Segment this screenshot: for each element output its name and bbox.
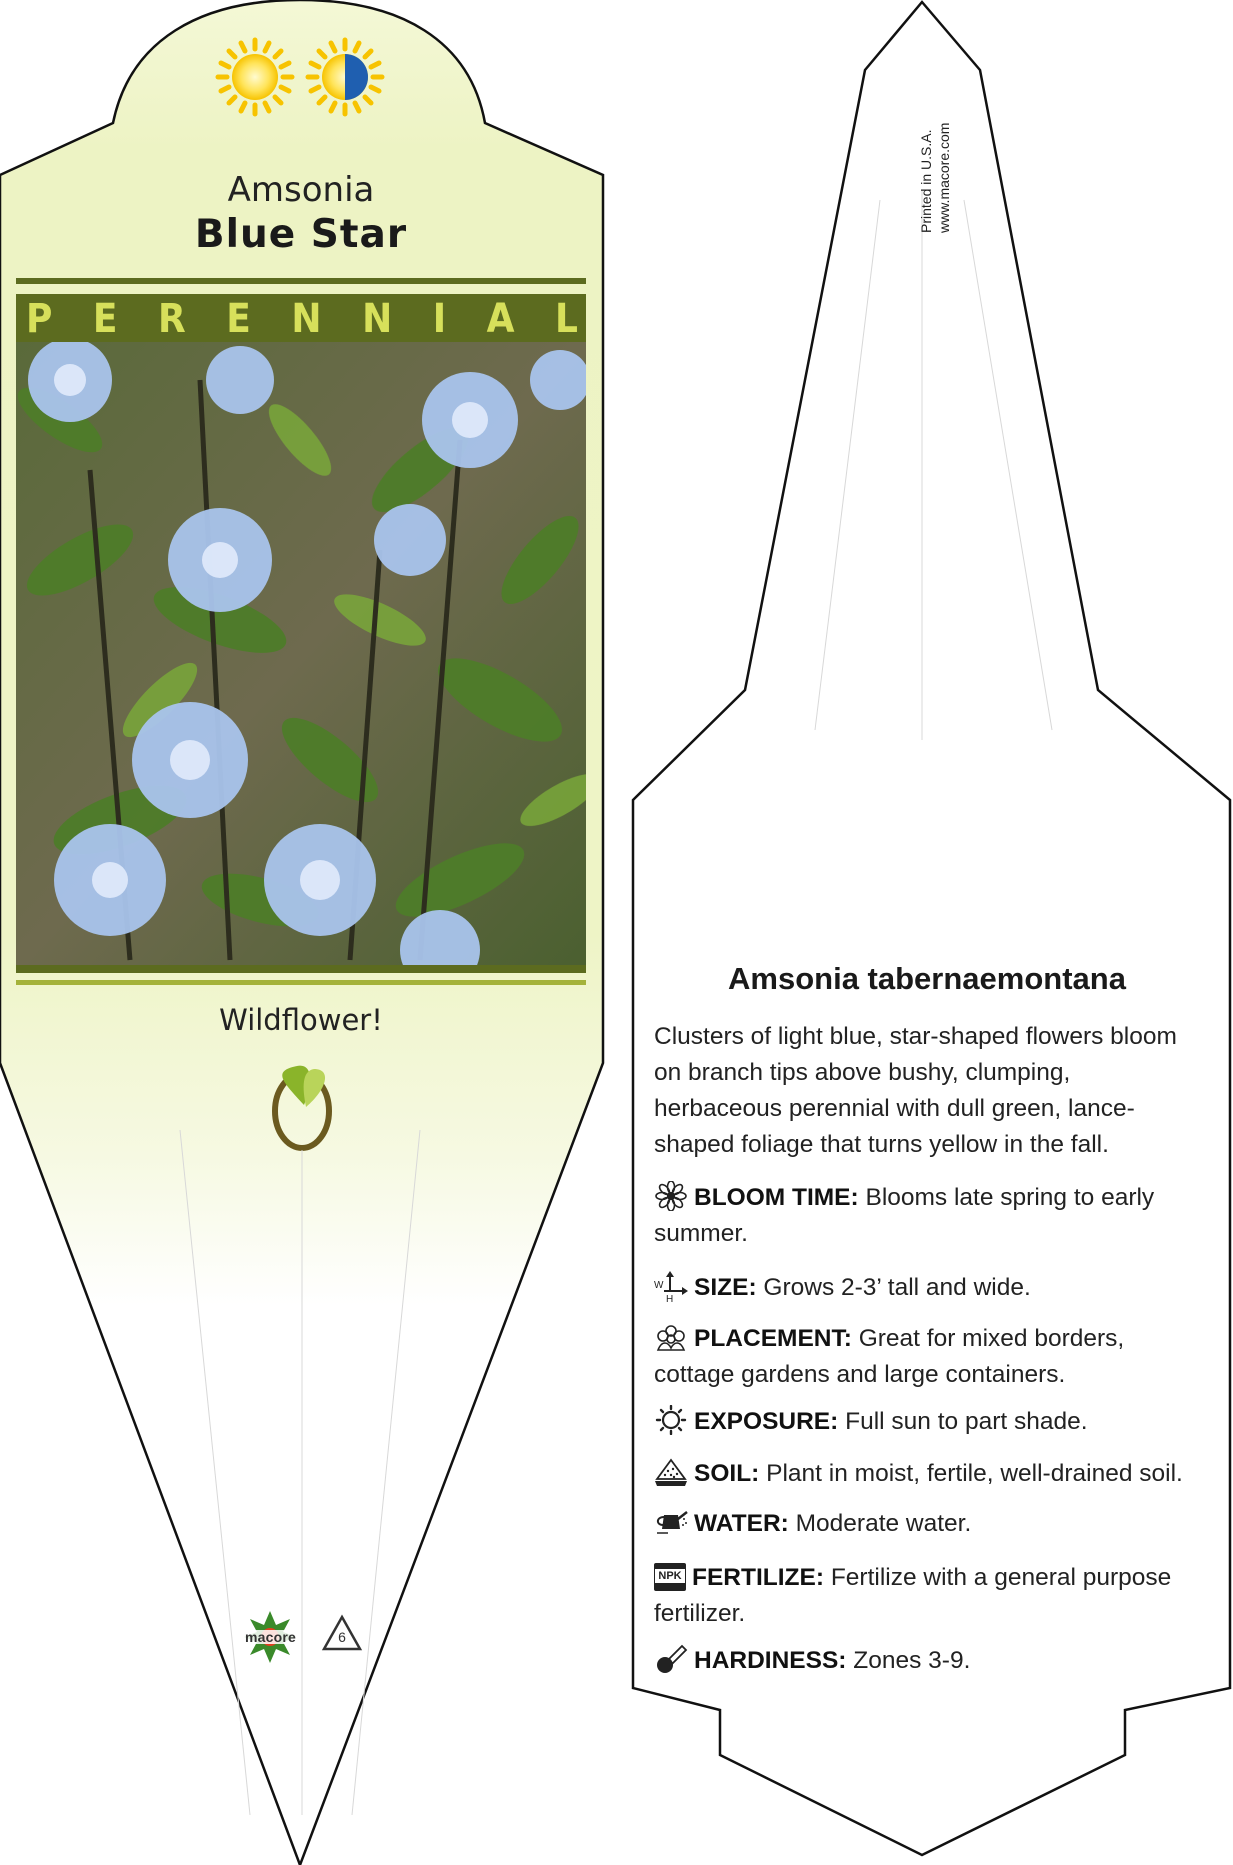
thermometer-icon [654,1644,688,1674]
sun-icon [654,1405,688,1435]
category-letter: N [362,296,393,342]
attribute-text: Plant in moist, fertile, well-drained soil. [759,1460,1183,1487]
photo-bottom-band [16,965,586,973]
category-letter: L [555,296,578,342]
soil-icon [654,1457,688,1487]
full-sun-icon [218,40,292,114]
perennial-band-top-line [16,278,586,284]
size-icon [654,1271,688,1305]
attribute-text: Moderate water. [788,1510,972,1537]
attribute-text: Grows 2-3’ tall and wide. [756,1274,1031,1301]
flower-icon [654,1181,688,1211]
printed-in-usa: Printed in U.S.A. [918,129,934,233]
category-letter: R [158,296,186,342]
category-letter: P [26,296,53,342]
category-letter: A [486,296,515,342]
size-icon-h: H [666,1294,674,1305]
placement-icon [654,1322,688,1352]
attribute-label: HARDINESS: [694,1647,847,1674]
category-letter: N [291,296,322,342]
part-shade-icon [308,40,382,114]
attribute-text: Blooms late spring to early summer. [654,1184,1155,1247]
watering-can-icon [654,1507,688,1537]
attribute-label: PLACEMENT: [694,1325,852,1352]
attribute-soil [654,1456,1194,1492]
attribute-label: BLOOM TIME: [694,1184,859,1211]
scientific-name: Amsonia tabernaemontana [728,961,1126,996]
npk-label: NPK [655,1569,685,1583]
attribute-text: Fertilize with a general purpose fertilizer. [654,1564,1172,1627]
attribute-hardiness [654,1643,1194,1679]
attribute-label: FERTILIZE: [692,1564,825,1591]
attribute-label: SIZE: [694,1274,757,1301]
attribute-placement [654,1321,1194,1393]
attribute-fertilize [654,1560,1194,1632]
photo-bottom-line [16,980,586,985]
attribute-text: Great for mixed borders, cottage gardens and large containers. [654,1325,1125,1388]
common-name-genus: Amsonia [227,170,375,210]
attribute-exposure [654,1404,1194,1440]
tagline: Wildflower! [219,1003,383,1037]
attribute-text: Zones 3-9. [846,1647,971,1674]
attribute-size [654,1270,1194,1306]
size-icon-w: W [654,1280,664,1291]
brand-name: macore [245,1629,297,1645]
plant-description: Clusters of light blue, star-shaped flowers bloom on branch tips above bushy, clumping, herbaceous perennial with dull green, lance-shaped foliage that turns yellow in the fall. [654,1023,1177,1158]
npk-icon [654,1563,686,1591]
attribute-label: SOIL: [694,1460,760,1487]
category-letter: I [432,296,447,342]
category-letter: E [92,296,118,342]
attribute-text: Full sun to part shade. [838,1408,1088,1435]
attribute-label: WATER: [694,1510,789,1537]
website: www.macore.com [936,122,952,233]
category-label [22,295,582,343]
attribute-label: EXPOSURE: [694,1408,839,1435]
recycle-code: 6 [338,1629,346,1645]
blue-star-flowers-photo [9,338,607,990]
common-name: Blue Star [194,212,408,257]
attribute-bloom-time [654,1180,1194,1252]
attribute-water [654,1506,1194,1542]
category-letter: E [226,296,251,342]
